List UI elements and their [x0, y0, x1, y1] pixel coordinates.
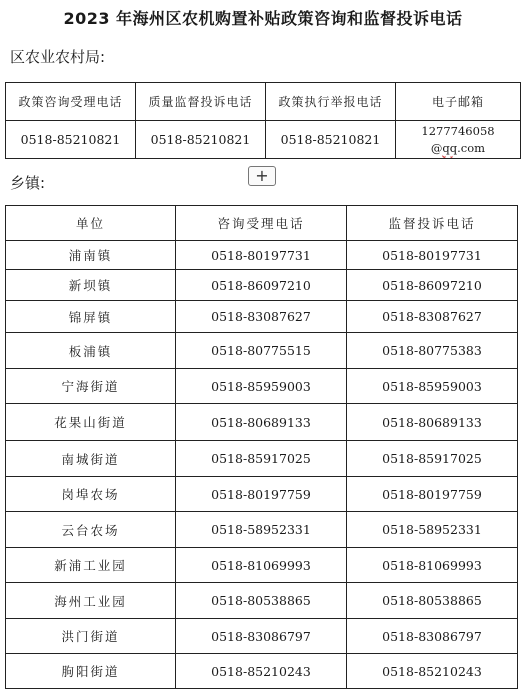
- supervise-phone: 0518-81069993: [347, 548, 518, 583]
- unit-name: 宁海街道: [6, 369, 176, 404]
- supervise-phone: 0518-83086797: [347, 619, 518, 654]
- expand-button[interactable]: +: [248, 166, 276, 186]
- towns-section-heading: 乡镇:: [10, 174, 46, 192]
- consult-phone: 0518-85210821: [6, 121, 136, 159]
- unit-name: 岗埠农场: [6, 477, 176, 512]
- unit-name: 板浦镇: [6, 333, 176, 369]
- consult-phone: 0518-80775515: [176, 333, 347, 369]
- email-at: @: [430, 140, 443, 155]
- unit-name: 锦屏镇: [6, 301, 176, 333]
- email-line1: 1277746058: [421, 123, 495, 138]
- column-header: 政策执行举报电话: [266, 83, 396, 121]
- consult-phone: 0518-85959003: [176, 369, 347, 404]
- unit-name: 云台农场: [6, 512, 176, 548]
- table-row: [6, 548, 518, 583]
- email-domain-misspelled: qq: [442, 140, 458, 155]
- unit-name: 朐阳街道: [6, 654, 176, 689]
- table-row: [6, 121, 521, 159]
- consult-phone: 0518-80197759: [176, 477, 347, 512]
- unit-name: 南城街道: [6, 441, 176, 477]
- consult-phone: 0518-80538865: [176, 583, 347, 619]
- consult-phone: 0518-80197731: [176, 241, 347, 270]
- unit-name: 花果山街道: [6, 404, 176, 441]
- supervise-phone: 0518-83087627: [347, 301, 518, 333]
- supervise-phone: 0518-86097210: [347, 270, 518, 301]
- table-row: [6, 583, 518, 619]
- table-header-row: [6, 206, 518, 241]
- table-row: [6, 333, 518, 369]
- supervise-phone: 0518-80775383: [347, 333, 518, 369]
- table-row: [6, 441, 518, 477]
- consult-phone: 0518-81069993: [176, 548, 347, 583]
- consult-phone: 0518-83087627: [176, 301, 347, 333]
- email-suffix: .com: [457, 140, 486, 155]
- consult-phone: 0518-85917025: [176, 441, 347, 477]
- supervise-phone: 0518-85210821: [136, 121, 266, 159]
- supervise-phone: 0518-80538865: [347, 583, 518, 619]
- supervise-phone: 0518-85210243: [347, 654, 518, 689]
- column-header: 电子邮箱: [396, 83, 521, 121]
- supervise-phone: 0518-80197731: [347, 241, 518, 270]
- consult-phone: 0518-83086797: [176, 619, 347, 654]
- supervise-phone: 0518-80689133: [347, 404, 518, 441]
- table-row: [6, 369, 518, 404]
- column-header: 质量监督投诉电话: [136, 83, 266, 121]
- towns-contact-table: [5, 205, 518, 689]
- unit-name: 浦南镇: [6, 241, 176, 270]
- table-row: [6, 404, 518, 441]
- report-phone: 0518-85210821: [266, 121, 396, 159]
- table-row: [6, 477, 518, 512]
- column-header: 政策咨询受理电话: [6, 83, 136, 121]
- supervise-phone: 0518-85917025: [347, 441, 518, 477]
- consult-phone: 0518-85210243: [176, 654, 347, 689]
- unit-name: 海州工业园: [6, 583, 176, 619]
- table-row: [6, 241, 518, 270]
- district-contact-table: [5, 82, 521, 159]
- table-row: [6, 654, 518, 689]
- column-header: 咨询受理电话: [176, 206, 347, 241]
- email-address[interactable]: [396, 121, 521, 159]
- supervise-phone: 0518-85959003: [347, 369, 518, 404]
- unit-name: 新浦工业园: [6, 548, 176, 583]
- unit-name: 新坝镇: [6, 270, 176, 301]
- consult-phone: 0518-86097210: [176, 270, 347, 301]
- table-row: [6, 270, 518, 301]
- consult-phone: 0518-80689133: [176, 404, 347, 441]
- column-header: 单位: [6, 206, 176, 241]
- supervise-phone: 0518-80197759: [347, 477, 518, 512]
- page-title: 2023 年海州区农机购置补贴政策咨询和监督投诉电话: [63, 9, 463, 28]
- unit-name: 洪门街道: [6, 619, 176, 654]
- table-row: [6, 512, 518, 548]
- table-header-row: [6, 83, 521, 121]
- table-row: [6, 619, 518, 654]
- supervise-phone: 0518-58952331: [347, 512, 518, 548]
- consult-phone: 0518-58952331: [176, 512, 347, 548]
- table-row: [6, 301, 518, 333]
- district-section-heading: 区农业农村局:: [10, 48, 106, 66]
- column-header: 监督投诉电话: [347, 206, 518, 241]
